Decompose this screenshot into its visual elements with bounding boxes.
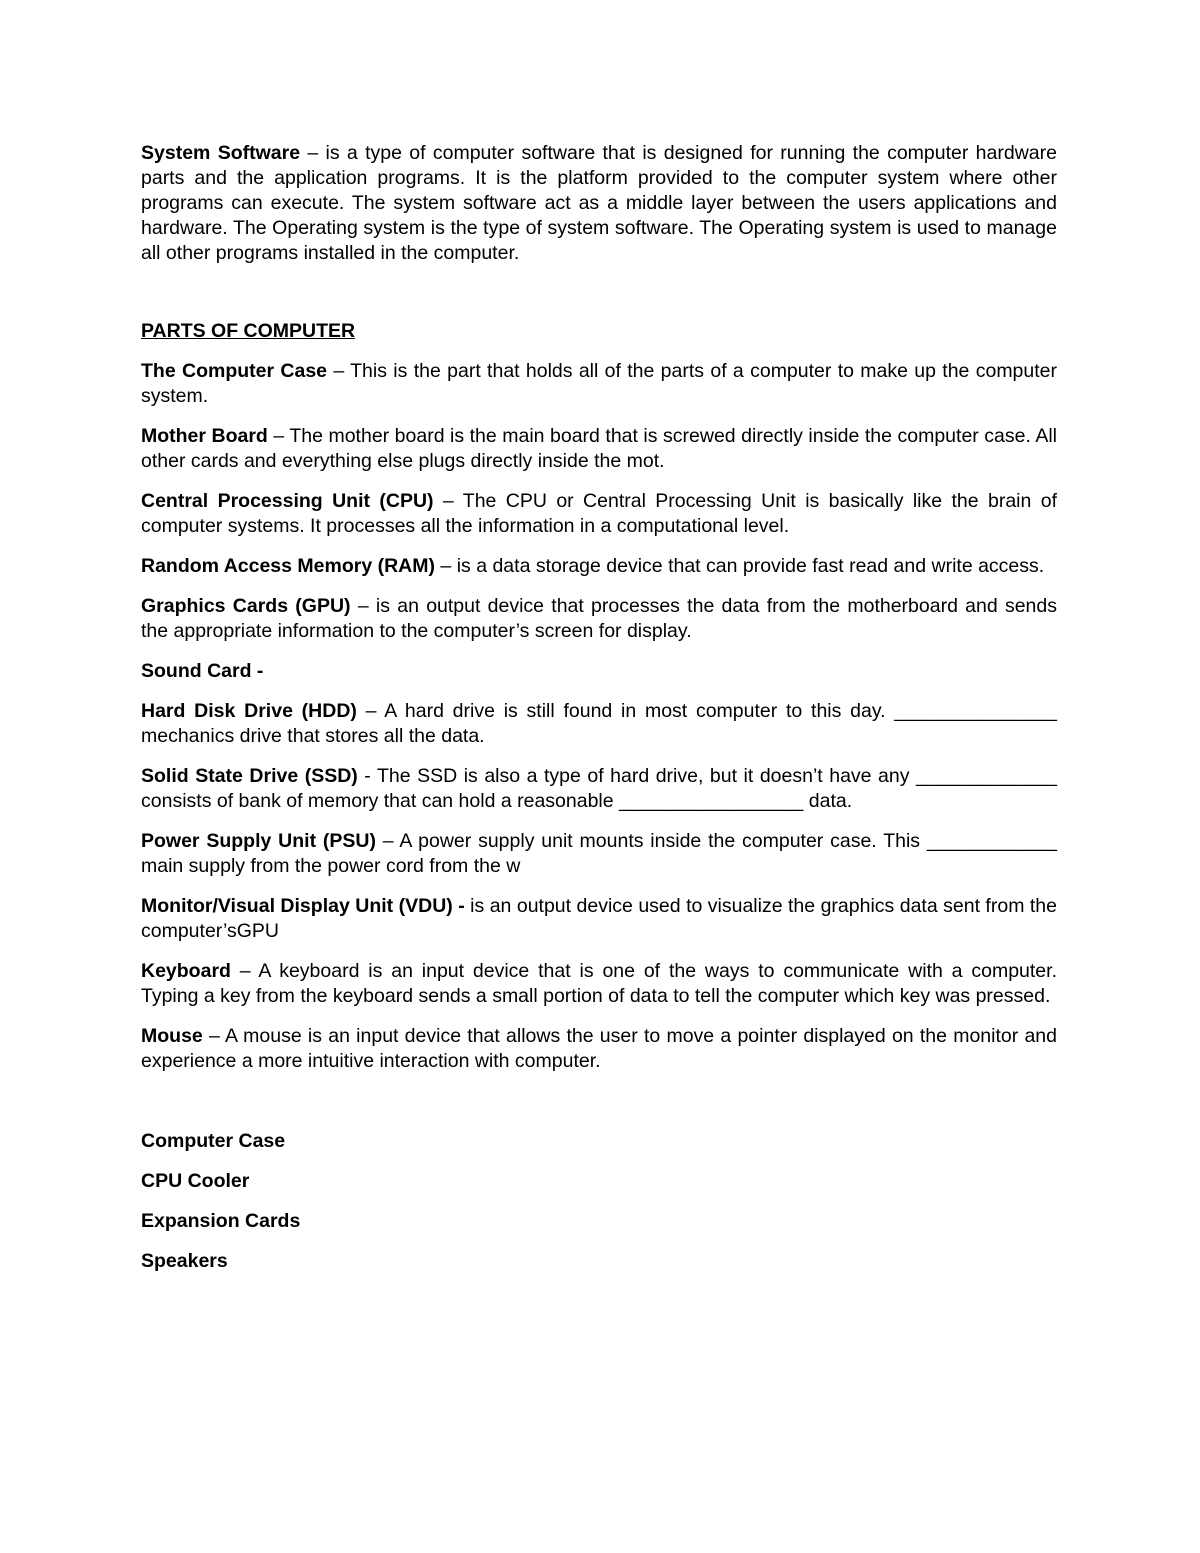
list-item: Speakers [141, 1250, 228, 1272]
part-text: – This is the part that holds all of the parts of a computer to make up the computer system. [141, 360, 1058, 407]
part-term: Mouse [141, 1025, 203, 1047]
part-term: Keyboard [141, 960, 231, 982]
list-item: Computer Case [141, 1130, 286, 1152]
part-text: is an output device used to visualize the graphics data sent from the computer’sGPU [141, 895, 1057, 942]
list-item: Expansion Cards [141, 1210, 301, 1232]
part-text: – A hard drive is still found in most computer to this day. _______________ mechanics drive that stores all the data. [141, 700, 1057, 747]
part-term: Monitor/Visual Display Unit (VDU) - [141, 895, 465, 917]
list-item: CPU Cooler [141, 1170, 250, 1192]
part-text: – is an output device that processes the data from the motherboard and sends the appropriate information to the computer’s screen for display. [141, 595, 1057, 642]
section-heading: PARTS OF COMPUTER [141, 320, 356, 342]
part-monitor [141, 894, 1057, 944]
part-term: Random Access Memory (RAM) [141, 555, 436, 577]
document-body [141, 141, 1057, 1289]
part-text: – is a data storage device that can provide fast read and write access. [435, 555, 1045, 577]
part-gpu [141, 594, 1057, 644]
part-ram [141, 554, 1057, 579]
part-keyboard [141, 959, 1057, 1009]
part-term: Power Supply Unit (PSU) [141, 830, 376, 852]
intro-text: – is a type of computer software that is designed for running the computer hardware parts and the application programs. It is the platform provided to the computer system where other programs can execute. The system software act as a middle layer between the users applications and hardware. The Operating system is the type of system software. The Operating system is used to manage all other programs installed in the computer. [141, 142, 1057, 264]
list-spacer [141, 1089, 1057, 1129]
part-mother-board [141, 424, 1057, 474]
intro-paragraph [141, 141, 1057, 266]
part-term: Graphics Cards (GPU) [141, 595, 351, 617]
part-text: – The CPU or Central Processing Unit is basically like the brain of computer systems. It processes all the information in a computational level. [141, 490, 1057, 537]
part-psu [141, 829, 1057, 879]
part-hdd [141, 699, 1057, 749]
part-text: – A mouse is an input device that allows the user to move a pointer displayed on the monitor and experience a more intuitive interaction with computer. [141, 1025, 1057, 1072]
part-term: Solid State Drive (SSD) [141, 765, 358, 787]
part-text: – A power supply unit mounts inside the computer case. This ____________ main supply from the power cord from the w [141, 830, 1057, 877]
part-sound-card [141, 659, 1057, 684]
part-text: – The mother board is the main board that is screwed directly inside the computer case. All other cards and everything else plugs directly inside the mot. [141, 425, 1057, 472]
part-cpu [141, 489, 1057, 539]
part-term: The Computer Case [141, 360, 328, 382]
part-term: Mother Board [141, 425, 268, 447]
part-term: Hard Disk Drive (HDD) [141, 700, 357, 722]
part-text: - The SSD is also a type of hard drive, but it doesn’t have any _____________ consists of bank of memory that can hold a reasonable _________________ data. [141, 765, 1057, 812]
part-term: Sound Card - [141, 660, 264, 682]
intro-term: System Software [141, 142, 301, 164]
part-ssd [141, 764, 1057, 814]
part-mouse [141, 1024, 1057, 1074]
part-computer-case [141, 359, 1057, 409]
part-text: – A keyboard is an input device that is one of the ways to communicate with a computer. Typing a key from the keyboard sends a small portion of data to tell the computer which key was pressed. [141, 960, 1057, 1007]
part-term: Central Processing Unit (CPU) [141, 490, 434, 512]
